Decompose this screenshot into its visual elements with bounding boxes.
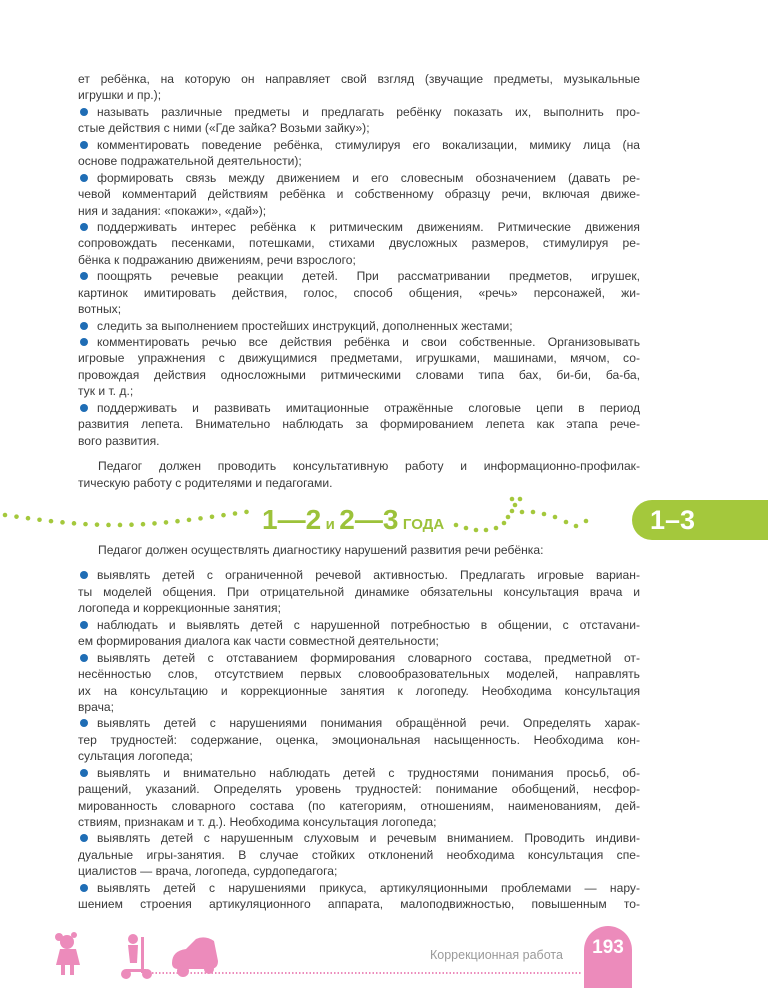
decor-dot bbox=[95, 522, 100, 527]
text-line bbox=[78, 104, 640, 120]
list-item bbox=[78, 334, 640, 400]
list-item bbox=[78, 650, 640, 716]
decor-dot bbox=[233, 511, 238, 516]
text-line bbox=[78, 137, 640, 153]
bullet-icon bbox=[80, 719, 88, 727]
decor-dot bbox=[83, 522, 88, 527]
text-line bbox=[78, 475, 640, 491]
girl-icon bbox=[55, 932, 80, 975]
list-item bbox=[78, 170, 640, 219]
bullet-icon bbox=[80, 322, 88, 330]
line-text: ствиям, признакам и т. д.). Необходима консультация логопеда; bbox=[78, 815, 437, 829]
line-text: чевой комментарий действиям ребёнка и собственному образцу речи, включая движе- bbox=[78, 187, 640, 202]
decor-dot bbox=[164, 520, 169, 525]
text-line bbox=[78, 880, 640, 896]
decor-dot bbox=[506, 515, 511, 520]
list-item bbox=[78, 765, 640, 831]
line-text: следить за выполнением простейших инструкций, дополненных жестами; bbox=[97, 318, 513, 333]
title-suffix: ГОДА bbox=[402, 516, 445, 533]
line-text: игровые упражнения с движущимися предметами, игрушками, машинами, мячом, со- bbox=[78, 351, 640, 366]
car-icon bbox=[172, 937, 218, 977]
section-title bbox=[262, 504, 444, 536]
top-text-block bbox=[78, 71, 640, 491]
line-text: ты моделей общения. При отрицательной динамике обязательны консультация врача и bbox=[78, 584, 640, 599]
line-text: вотных; bbox=[78, 302, 122, 317]
line-text: шением строения артикуляционного аппарата, малоподвижностью, повышенным то- bbox=[78, 897, 640, 912]
age-range-2: 2—3 bbox=[339, 504, 399, 535]
decor-dot bbox=[520, 510, 525, 515]
list-item bbox=[78, 219, 640, 268]
decor-dot bbox=[106, 523, 111, 528]
text-line bbox=[78, 318, 640, 334]
paragraph bbox=[78, 542, 640, 558]
decor-dot bbox=[513, 503, 518, 508]
line-text: выявлять детей с нарушениями прикуса, артикуляционными проблемами — нару- bbox=[97, 880, 640, 895]
decor-dot bbox=[210, 514, 215, 519]
text-line bbox=[78, 252, 640, 268]
decor-dot bbox=[221, 513, 226, 518]
text-line bbox=[78, 350, 640, 366]
line-text: тер трудностей: содержание, оценка, эмоциональная насыщенность. Необходима кон- bbox=[78, 732, 640, 747]
line-text: провождая действия односложными ритмическими словами типа бах, би-би, ба-ба, bbox=[78, 367, 640, 382]
text-line bbox=[78, 765, 640, 781]
decor-dot bbox=[484, 528, 489, 533]
text-line bbox=[78, 781, 640, 797]
bullet-icon bbox=[80, 223, 88, 231]
footer-decoration bbox=[0, 925, 768, 988]
decor-dot bbox=[494, 526, 499, 531]
text-line bbox=[78, 600, 640, 616]
line-text: Педагог должен проводить консультативную работу и информационно-профилак- bbox=[98, 459, 640, 474]
line-text: ния и задания: «покажи», «дай»); bbox=[78, 203, 267, 218]
decor-dot bbox=[37, 517, 42, 522]
text-line bbox=[78, 633, 640, 649]
text-line bbox=[78, 458, 640, 474]
footer-section-title: Коррекционная работа bbox=[430, 948, 563, 962]
text-line bbox=[78, 542, 640, 558]
decor-dot bbox=[49, 519, 54, 524]
decor-dot bbox=[553, 515, 558, 520]
decor-dot bbox=[141, 522, 146, 527]
text-line bbox=[78, 896, 640, 912]
line-text: мированность словарного состава (по категориям, отношениям, наименованиям, дей- bbox=[78, 798, 640, 813]
line-text: их на консультацию и коррекционные занятия к логопеду. Необходима консультация bbox=[78, 683, 640, 698]
paragraph bbox=[78, 71, 640, 104]
list-item bbox=[78, 617, 640, 650]
decor-dot bbox=[518, 497, 523, 502]
list-item bbox=[78, 137, 640, 170]
bottom-text-block bbox=[78, 542, 640, 913]
line-text: бёнка к подражанию движениям, речи взрослого; bbox=[78, 252, 356, 267]
line-text: поощрять речевые реакции детей. При рассматривании предметов, игрушек, bbox=[97, 269, 640, 284]
line-text: вого развития. bbox=[78, 433, 160, 448]
line-text: врача; bbox=[78, 699, 114, 714]
text-line bbox=[78, 847, 640, 863]
list-item bbox=[78, 104, 640, 137]
text-line bbox=[78, 87, 640, 103]
decor-dot bbox=[510, 509, 515, 514]
decor-dot bbox=[129, 522, 134, 527]
line-text: ем формирования диалога как части совместной деятельности; bbox=[78, 634, 439, 649]
bullet-icon bbox=[80, 769, 88, 777]
bullet-icon bbox=[80, 884, 88, 892]
text-line bbox=[78, 650, 640, 666]
list-item bbox=[78, 400, 640, 449]
bullet-icon bbox=[80, 571, 88, 579]
list-item bbox=[78, 830, 640, 879]
bullet-icon bbox=[80, 272, 88, 280]
decor-dot bbox=[584, 519, 589, 524]
text-line bbox=[78, 666, 640, 682]
text-line bbox=[78, 268, 640, 284]
line-text: поддерживать интерес ребёнка к ритмическим движениям. Ритмические движения bbox=[97, 219, 640, 234]
text-line bbox=[78, 367, 640, 383]
line-text: основе подражательной деятельности); bbox=[78, 154, 302, 169]
decor-dot bbox=[60, 520, 65, 525]
line-text: комментировать речью все действия ребёнка и свои собственные. Организовывать bbox=[97, 335, 640, 349]
bullet-icon bbox=[80, 654, 88, 662]
decor-dot bbox=[152, 521, 157, 526]
decor-dot bbox=[26, 516, 31, 521]
text-line bbox=[78, 715, 640, 731]
text-line bbox=[78, 830, 640, 846]
line-text: игрушки и пр.); bbox=[78, 88, 162, 103]
decor-dot bbox=[14, 514, 19, 519]
list-item bbox=[78, 318, 640, 334]
page-number: 193 bbox=[584, 926, 632, 988]
bullet-icon bbox=[80, 404, 88, 412]
text-line bbox=[78, 383, 640, 399]
decor-dot bbox=[474, 528, 479, 533]
bullet-icon bbox=[80, 141, 88, 149]
text-line bbox=[78, 584, 640, 600]
text-line bbox=[78, 863, 640, 879]
list-item bbox=[78, 567, 640, 616]
text-line bbox=[78, 301, 640, 317]
text-line bbox=[78, 285, 640, 301]
text-line bbox=[78, 120, 640, 136]
text-line bbox=[78, 798, 640, 814]
line-text: сультация логопеда; bbox=[78, 749, 193, 764]
line-text: дуальные игры-занятия. В случае стойких отклонений необходима консультация спе- bbox=[78, 847, 640, 862]
text-line bbox=[78, 219, 640, 235]
text-line bbox=[78, 748, 640, 764]
text-line bbox=[78, 170, 640, 186]
bullet-icon bbox=[80, 108, 88, 116]
line-text: выявлять детей с ограниченной речевой активностью. Предлагать игровые вариан- bbox=[97, 568, 640, 583]
list-item bbox=[78, 880, 640, 913]
line-text: стые действия с ними («Где зайка? Возьми зайку»); bbox=[78, 121, 370, 136]
line-text: циалистов — врача, логопеда, сурдопедагога; bbox=[78, 864, 338, 879]
line-text: формировать связь между движением и его словесным обозначением (давать ре- bbox=[97, 170, 640, 185]
bullet-icon bbox=[80, 338, 88, 346]
line-text: ращений, указаний. Определять уровень трудностей: понимание обобщений, несфор- bbox=[78, 782, 640, 797]
line-text: выявлять детей с нарушениями понимания обращённой речи. Определять харак- bbox=[97, 716, 640, 731]
line-text: тическую работу с родителями и педагогами. bbox=[78, 475, 333, 490]
decor-dot bbox=[175, 519, 180, 524]
paragraph bbox=[78, 458, 640, 491]
text-line bbox=[78, 617, 640, 633]
text-line bbox=[78, 203, 640, 219]
bullet-icon bbox=[80, 621, 88, 629]
text-line bbox=[78, 699, 640, 715]
line-text: называть различные предметы и предлагать ребёнку показать их, выполнить про- bbox=[97, 104, 640, 119]
list-item bbox=[78, 715, 640, 764]
text-line bbox=[78, 433, 640, 449]
line-text: картинок имитировать действия, голос, способ общения, «речь» персонажей, жи- bbox=[78, 285, 640, 300]
text-line bbox=[78, 416, 640, 432]
line-text: наблюдать и выявлять детей с нарушенной потребностью в общении, с отстavани- bbox=[97, 617, 640, 632]
paragraph-gap bbox=[78, 449, 640, 458]
decor-dot bbox=[564, 520, 569, 525]
line-text: выявлять и внимательно наблюдать детей с трудностями понимания просьб, об- bbox=[97, 765, 640, 780]
decor-dot bbox=[3, 513, 8, 518]
decor-dot bbox=[464, 526, 469, 531]
line-text: поддерживать и развивать имитационные отражённые слоговые цепи в период bbox=[97, 400, 640, 415]
text-line bbox=[78, 186, 640, 202]
line-text: выявлять детей с нарушенным слуховым и речевым вниманием. Проводить индиви- bbox=[97, 831, 640, 846]
line-text: Педагог должен осуществлять диагностику нарушений развития речи ребёнка: bbox=[98, 543, 544, 557]
list-item bbox=[78, 268, 640, 317]
decor-dot bbox=[198, 516, 203, 521]
age-range-1: 1—2 bbox=[262, 504, 322, 535]
line-text: ет ребёнка, на которую он направляет свой взгляд (звучащие предметы, музыкальные bbox=[78, 72, 640, 86]
decor-dot bbox=[118, 523, 123, 528]
scooter-kid-icon bbox=[121, 934, 152, 979]
line-text: логопеда и коррекционные занятия; bbox=[78, 601, 281, 616]
line-text: тук и т. д.; bbox=[78, 384, 134, 399]
bullet-icon bbox=[80, 174, 88, 182]
decor-dot bbox=[502, 521, 507, 526]
line-text: выявлять детей с отставанием формирования словарного состава, предметной от- bbox=[97, 650, 640, 665]
title-conjunction: и bbox=[325, 516, 335, 533]
paragraph-gap bbox=[78, 558, 640, 567]
decor-dot bbox=[244, 510, 249, 515]
decor-dot bbox=[574, 524, 579, 529]
line-text: развития лепета. Внимательно наблюдать за формированием лепета как этапа рече- bbox=[78, 417, 640, 432]
text-line bbox=[78, 334, 640, 350]
decor-dot bbox=[72, 521, 77, 526]
chapter-tab: 1–3 bbox=[632, 500, 768, 540]
text-line bbox=[78, 732, 640, 748]
decor-dot bbox=[454, 523, 459, 528]
text-line bbox=[78, 71, 640, 87]
decor-dot bbox=[187, 518, 192, 523]
line-text: комментировать поведение ребёнка, стимулируя его вокализации, мимику лица (на bbox=[97, 137, 640, 152]
text-line bbox=[78, 683, 640, 699]
decor-dot bbox=[542, 512, 547, 517]
line-text: несённостью слов, отсутствием первых словообразовательных моделей, направлять bbox=[78, 667, 640, 682]
text-line bbox=[78, 567, 640, 583]
decor-dot bbox=[510, 497, 515, 502]
decor-dot bbox=[531, 510, 536, 515]
text-line bbox=[78, 400, 640, 416]
text-line bbox=[78, 153, 640, 169]
line-text: сопровождать песенками, потешками, стихами двусложных размеров, стимулируя ре- bbox=[78, 236, 640, 251]
text-line bbox=[78, 814, 640, 830]
bullet-icon bbox=[80, 834, 88, 842]
text-line bbox=[78, 235, 640, 251]
